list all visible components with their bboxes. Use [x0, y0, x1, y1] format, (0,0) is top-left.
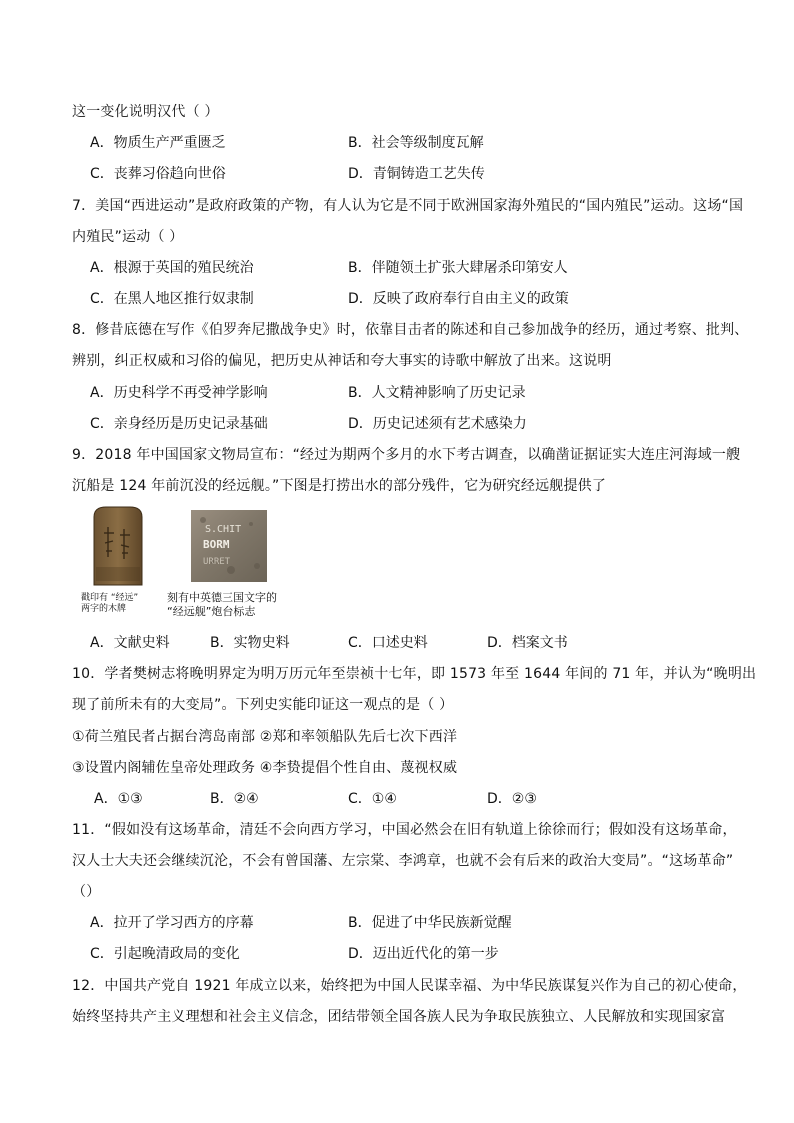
q9-stem-line1: 9．2018 年中国国家文物局宣布：“经过为期两个多月的水下考古调查，以确凿证据证实大连庄河海域一艘 [72, 447, 741, 463]
q11-option-a[interactable]: A．拉开了学习西方的序幕 [90, 915, 254, 931]
q9-option-b[interactable]: B．实物史料 [210, 635, 290, 651]
q7-stem-line2: 内殖民”运动（ ） [72, 229, 184, 245]
q10-stem-line1: 10．学者樊树志将晚明界定为明万历元年至崇祯十七年，即 1573 年至 1644 年间的 71 年，并认为“晚明出 [72, 666, 757, 682]
q7-option-d[interactable]: D．反映了政府奉行自由主义的政策 [348, 291, 569, 307]
q6-option-c[interactable]: C．丧葬习俗趋向世俗 [90, 166, 226, 182]
q11-stem-line1: 11．“假如没有这场革命，清廷不会向西方学习，中国必然会在旧有轨道上徐徐而行；假如没有这场革命， [72, 822, 737, 838]
wooden-tablet-photo [88, 505, 148, 587]
q7-stem-line1: 7．美国“西进运动”是政府政策的产物，有人认为它是不同于欧洲国家海外殖民的“国内殖民”运动。这场“国 [72, 198, 744, 214]
q9-option-d[interactable]: D．档案文书 [487, 635, 568, 651]
q7-option-a[interactable]: A．根源于英国的殖民统治 [90, 260, 254, 276]
plate-engraving-line3: URRET [203, 557, 231, 567]
q11-stem-line3: （） [72, 884, 101, 900]
q12-stem-line2: 始终坚持共产主义理想和社会主义信念，团结带领全国各族人民为争取民族独立、人民解放和实现国家富 [72, 1009, 726, 1025]
q12-stem-line1: 12．中国共产党自 1921 年成立以来，始终把为中国人民谋幸福、为中华民族谋复兴作为自己的初心使命， [72, 978, 747, 994]
q11-option-b[interactable]: B．促进了中华民族新觉醒 [348, 915, 512, 931]
q6-option-a[interactable]: A．物质生产严重匮乏 [90, 135, 226, 151]
engraved-plate-caption-line1: 刻有中英德三国文字的 [167, 591, 277, 604]
q6-option-b[interactable]: B．社会等级制度瓦解 [348, 135, 484, 151]
q11-option-c[interactable]: C．引起晚清政局的变化 [90, 946, 240, 962]
q10-option-b[interactable]: B．②④ [210, 791, 259, 807]
q8-option-c[interactable]: C．亲身经历是历史记录基础 [90, 416, 268, 432]
q9-stem-line2: 沉船是 124 年前沉没的经远舰。”下图是打捞出水的部分残件，它为研究经远舰提供了 [72, 478, 607, 494]
q7-option-b[interactable]: B．伴随领土扩张大肆屠杀印第安人 [348, 260, 568, 276]
q8-stem-line1: 8．修昔底德在写作《伯罗奔尼撒战争史》时，依靠目击者的陈述和自己参加战争的经历，通过考察、批判、 [72, 322, 749, 338]
q8-option-d[interactable]: D．历史记述须有艺术感染力 [348, 416, 527, 432]
q6-stem-end: 这一变化说明汉代（ ） [72, 104, 219, 120]
wooden-tablet-caption-line1: 戳印有 “经远” [81, 593, 139, 603]
engraved-plate-caption-line2: “经远舰”炮台标志 [167, 605, 256, 618]
wooden-tablet-caption-line2: 两字的木牌 [81, 604, 127, 614]
q10-option-d[interactable]: D．②③ [487, 791, 537, 807]
q10-option-c[interactable]: C．①④ [348, 791, 397, 807]
q11-stem-line2: 汉人士大夫还会继续沉沦，不会有曾国藩、左宗棠、李鸿章，也就不会有后来的政治大变局”。“这场革命” [72, 853, 734, 869]
q10-statements-line2: ③设置内阁辅佐皇帝处理政务 ④李贽提倡个性自由、蔑视权威 [72, 760, 458, 776]
q8-stem-line2: 辨别，纠正权威和习俗的偏见，把历史从神话和夸大事实的诗歌中解放了出来。这说明 [72, 353, 612, 369]
q9-option-c[interactable]: C．口述史料 [348, 635, 428, 651]
q8-option-a[interactable]: A．历史科学不再受神学影响 [90, 385, 268, 401]
q11-option-d[interactable]: D．迈出近代化的第一步 [348, 946, 499, 962]
q8-option-b[interactable]: B．人文精神影响了历史记录 [348, 385, 526, 401]
q7-option-c[interactable]: C．在黑人地区推行奴隶制 [90, 291, 254, 307]
q6-option-d[interactable]: D．青铜铸造工艺失传 [348, 166, 485, 182]
plate-engraving-line2: BORM [203, 538, 230, 551]
q10-stem-line2: 现了前所未有的大变局”。下列史实能印证这一观点的是（ ） [72, 697, 454, 713]
engraved-plate-photo [191, 510, 267, 582]
q9-option-a[interactable]: A．文献史料 [90, 635, 170, 651]
plate-engraving-line1: S.CHIT [205, 524, 242, 535]
q10-option-a[interactable]: A．①③ [94, 791, 143, 807]
q10-statements-line1: ①荷兰殖民者占据台湾岛南部 ②郑和率领船队先后七次下西洋 [72, 729, 458, 745]
